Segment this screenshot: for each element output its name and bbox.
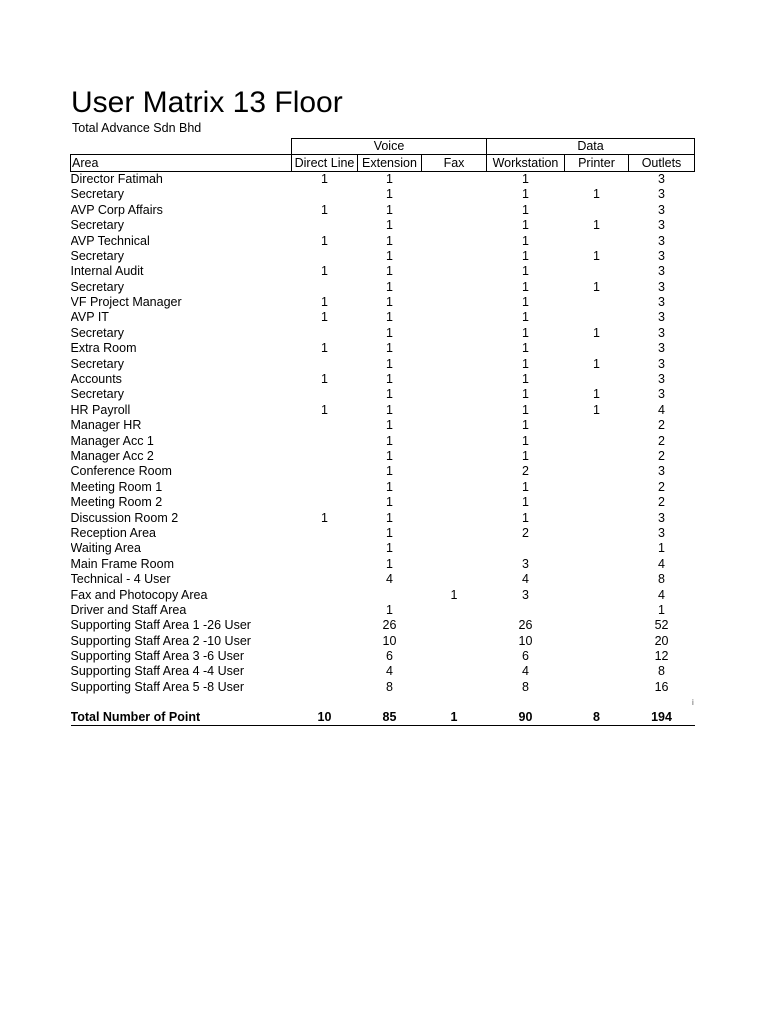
cell-area: Secretary xyxy=(70,325,124,340)
cell-outlets: 52 xyxy=(654,618,669,633)
cell-workstation: 10 xyxy=(518,633,533,648)
cell-area: Secretary xyxy=(70,187,124,202)
cell-area: Supporting Staff Area 5 -8 User xyxy=(70,679,244,694)
cell-direct-line: 1 xyxy=(321,310,328,325)
cell-extension: 1 xyxy=(386,372,393,387)
cell-direct-line: 1 xyxy=(321,171,328,186)
cell-direct-line xyxy=(292,387,358,402)
cell-extension: 1 xyxy=(386,279,393,294)
cell-fax xyxy=(422,649,487,664)
cell-workstation: 1 xyxy=(522,248,529,263)
edge-mark: i xyxy=(692,698,694,707)
cell-direct-line xyxy=(292,326,358,341)
table-row xyxy=(71,418,695,433)
cell-direct-line xyxy=(292,187,358,202)
cell-outlets: 2 xyxy=(658,495,665,510)
cell-printer xyxy=(565,680,629,695)
cell-extension: 1 xyxy=(386,187,393,202)
cell-outlets: 2 xyxy=(658,433,665,448)
cell-workstation: 1 xyxy=(522,356,529,371)
cell-printer xyxy=(565,295,629,310)
table-row xyxy=(71,433,695,448)
cell-outlets: 3 xyxy=(658,341,665,356)
cell-outlets: 3 xyxy=(658,233,665,248)
cell-area: Supporting Staff Area 1 -26 User xyxy=(70,618,251,633)
cell-outlets: 3 xyxy=(658,218,665,233)
table-row xyxy=(71,310,695,325)
cell-printer: 1 xyxy=(593,402,600,417)
cell-direct-line xyxy=(292,433,358,448)
cell-fax xyxy=(422,280,487,295)
cell-direct-line xyxy=(292,618,358,633)
cell-area: AVP IT xyxy=(70,310,109,325)
cell-workstation: 1 xyxy=(522,295,529,310)
cell-outlets: 3 xyxy=(658,464,665,479)
cell-direct-line xyxy=(292,603,358,618)
table-row xyxy=(71,264,695,279)
cell-area: Extra Room xyxy=(70,341,137,356)
cell-outlets: 8 xyxy=(658,664,665,679)
cell-outlets: 4 xyxy=(658,402,665,417)
cell-outlets: 3 xyxy=(658,525,665,540)
cell-printer: 1 xyxy=(593,279,600,294)
cell-outlets: 16 xyxy=(654,679,669,694)
table-row xyxy=(71,618,695,633)
cell-extension: 1 xyxy=(386,449,393,463)
cell-printer xyxy=(565,171,629,187)
total-outlets: 194 xyxy=(629,710,695,726)
total-printer: 8 xyxy=(565,710,629,726)
cell-workstation xyxy=(487,603,565,618)
cell-fax xyxy=(422,464,487,479)
cell-outlets: 20 xyxy=(654,633,669,648)
cell-workstation: 3 xyxy=(522,556,529,571)
cell-direct-line xyxy=(292,464,358,479)
table-row xyxy=(71,680,695,695)
table-row xyxy=(71,480,695,495)
cell-extension: 1 xyxy=(386,325,393,340)
cell-area: Waiting Area xyxy=(70,541,141,556)
cell-outlets: 3 xyxy=(658,372,665,387)
cell-printer xyxy=(565,634,629,649)
group-header-row xyxy=(71,139,695,155)
cell-outlets: 3 xyxy=(658,295,665,310)
table-row xyxy=(71,171,695,187)
table-row xyxy=(71,295,695,310)
table-row xyxy=(71,572,695,587)
company-name: Total Advance Sdn Bhd xyxy=(72,121,202,135)
cell-area: Internal Audit xyxy=(70,264,144,279)
total-extension: 85 xyxy=(358,710,422,726)
cell-area: Manager Acc 1 xyxy=(70,433,154,448)
page-title: User Matrix 13 Floor xyxy=(71,86,343,119)
cell-printer: 1 xyxy=(593,218,600,233)
cell-area: VF Project Manager xyxy=(70,295,182,310)
cell-printer: 1 xyxy=(593,356,600,371)
cell-fax xyxy=(422,572,487,587)
cell-direct-line xyxy=(292,649,358,664)
cell-outlets: 1 xyxy=(658,541,665,556)
cell-extension: 1 xyxy=(386,402,393,417)
cell-fax xyxy=(422,680,487,695)
cell-workstation: 1 xyxy=(522,495,529,510)
cell-area: Supporting Staff Area 2 -10 User xyxy=(70,633,251,648)
cell-printer xyxy=(565,618,629,633)
user-matrix-table xyxy=(70,138,695,726)
cell-workstation: 1 xyxy=(522,418,529,433)
cell-workstation: 4 xyxy=(522,664,529,679)
cell-outlets: 4 xyxy=(658,587,665,602)
cell-workstation: 8 xyxy=(522,679,529,694)
cell-direct-line: 1 xyxy=(321,202,328,217)
cell-outlets: 3 xyxy=(658,279,665,294)
cell-direct-line xyxy=(292,541,358,556)
total-fax: 1 xyxy=(422,710,487,726)
cell-workstation: 1 xyxy=(522,510,529,525)
table-row xyxy=(71,557,695,572)
cell-direct-line xyxy=(292,218,358,233)
cell-outlets: 3 xyxy=(658,171,665,186)
cell-area: Supporting Staff Area 4 -4 User xyxy=(70,664,244,679)
cell-area: AVP Corp Affairs xyxy=(70,202,163,217)
table-row xyxy=(71,187,695,202)
cell-outlets: 2 xyxy=(658,449,665,463)
cell-printer xyxy=(565,572,629,587)
cell-fax xyxy=(422,433,487,448)
cell-extension: 1 xyxy=(386,510,393,525)
cell-fax xyxy=(422,341,487,356)
cell-outlets: 2 xyxy=(658,418,665,433)
cell-direct-line: 1 xyxy=(321,510,328,525)
cell-area: Director Fatimah xyxy=(70,171,163,186)
cell-workstation: 1 xyxy=(522,187,529,202)
cell-area: Main Frame Room xyxy=(70,556,174,571)
cell-area: Manager HR xyxy=(70,418,142,433)
cell-fax: 1 xyxy=(450,587,458,602)
cell-extension xyxy=(358,587,422,602)
cell-direct-line xyxy=(292,587,358,602)
table-row xyxy=(71,403,695,418)
cell-workstation: 1 xyxy=(522,449,529,463)
cell-extension: 1 xyxy=(386,525,393,540)
cell-workstation: 26 xyxy=(518,618,533,633)
table-row xyxy=(71,280,695,295)
cell-workstation: 1 xyxy=(522,402,529,417)
cell-area: Fax and Photocopy Area xyxy=(70,587,208,602)
cell-area: Manager Acc 2 xyxy=(70,449,154,463)
cell-printer xyxy=(565,203,629,218)
cell-printer xyxy=(565,587,629,602)
cell-fax xyxy=(422,233,487,248)
cell-area: HR Payroll xyxy=(70,402,131,417)
cell-direct-line xyxy=(292,557,358,572)
cell-workstation: 1 xyxy=(522,279,529,294)
total-workstation: 90 xyxy=(487,710,565,726)
cell-area: Technical - 4 User xyxy=(70,572,171,587)
column-header-row xyxy=(71,155,695,171)
cell-area: Conference Room xyxy=(70,464,172,479)
cell-fax xyxy=(422,187,487,202)
cell-printer: 1 xyxy=(593,187,600,202)
cell-extension: 8 xyxy=(386,679,393,694)
cell-extension: 1 xyxy=(386,310,393,325)
cell-extension: 10 xyxy=(382,633,397,648)
cell-direct-line: 1 xyxy=(321,402,328,417)
cell-area: Meeting Room 1 xyxy=(70,479,163,494)
cell-area: Secretary xyxy=(70,279,124,294)
cell-area: Secretary xyxy=(70,356,124,371)
cell-direct-line: 1 xyxy=(321,372,328,387)
cell-printer xyxy=(565,541,629,556)
cell-extension: 1 xyxy=(386,264,393,279)
cell-extension: 1 xyxy=(386,356,393,371)
cell-extension: 1 xyxy=(386,295,393,310)
cell-direct-line: 1 xyxy=(321,295,328,310)
cell-workstation: 2 xyxy=(522,525,529,540)
cell-printer xyxy=(565,526,629,541)
cell-printer xyxy=(565,310,629,325)
cell-fax xyxy=(422,171,487,187)
cell-outlets: 3 xyxy=(658,202,665,217)
table-row xyxy=(71,233,695,248)
table-row xyxy=(71,634,695,649)
cell-direct-line xyxy=(292,280,358,295)
header-fax: Fax xyxy=(422,155,487,171)
total-direct-line: 10 xyxy=(292,710,358,726)
cell-extension: 1 xyxy=(386,341,393,356)
cell-outlets: 3 xyxy=(658,387,665,402)
cell-direct-line: 1 xyxy=(321,264,328,279)
cell-printer xyxy=(565,557,629,572)
cell-extension: 1 xyxy=(386,171,393,186)
cell-workstation: 1 xyxy=(522,171,529,186)
table-row xyxy=(71,495,695,510)
cell-extension: 1 xyxy=(386,202,393,217)
cell-workstation: 6 xyxy=(522,649,529,664)
header-workstation: Workstation xyxy=(487,155,565,171)
header-extension: Extension xyxy=(358,155,422,171)
cell-printer xyxy=(565,664,629,679)
cell-fax xyxy=(422,387,487,402)
cell-printer xyxy=(565,433,629,448)
cell-extension: 1 xyxy=(386,433,393,448)
table-row xyxy=(71,203,695,218)
cell-direct-line xyxy=(292,449,358,464)
cell-direct-line xyxy=(292,680,358,695)
cell-extension: 1 xyxy=(386,479,393,494)
cell-outlets: 1 xyxy=(658,602,665,617)
cell-workstation: 1 xyxy=(522,264,529,279)
cell-extension: 1 xyxy=(386,541,393,556)
cell-direct-line xyxy=(292,356,358,371)
cell-printer xyxy=(565,510,629,525)
cell-fax xyxy=(422,326,487,341)
cell-fax xyxy=(422,218,487,233)
cell-fax xyxy=(422,372,487,387)
cell-fax xyxy=(422,310,487,325)
table-row xyxy=(71,649,695,664)
cell-outlets: 4 xyxy=(658,556,665,571)
cell-fax xyxy=(422,618,487,633)
cell-fax xyxy=(422,495,487,510)
cell-outlets: 3 xyxy=(658,325,665,340)
group-data: Data xyxy=(487,139,695,155)
cell-workstation: 1 xyxy=(522,218,529,233)
header-direct-line: Direct Line xyxy=(292,155,358,171)
cell-extension: 1 xyxy=(386,218,393,233)
cell-fax xyxy=(422,480,487,495)
cell-outlets: 3 xyxy=(658,310,665,325)
cell-extension: 1 xyxy=(386,464,393,479)
cell-fax xyxy=(422,264,487,279)
table-row xyxy=(71,326,695,341)
cell-printer: 1 xyxy=(593,387,600,402)
cell-fax xyxy=(422,295,487,310)
table-row xyxy=(71,526,695,541)
table-row xyxy=(71,356,695,371)
cell-workstation: 1 xyxy=(522,325,529,340)
cell-fax xyxy=(422,203,487,218)
cell-workstation: 1 xyxy=(522,233,529,248)
table-row xyxy=(71,541,695,556)
cell-printer: 1 xyxy=(593,325,600,340)
header-printer: Printer xyxy=(565,155,629,171)
cell-direct-line xyxy=(292,572,358,587)
cell-workstation xyxy=(487,541,565,556)
cell-outlets: 3 xyxy=(658,248,665,263)
cell-fax xyxy=(422,526,487,541)
cell-extension: 4 xyxy=(386,572,393,587)
cell-printer xyxy=(565,264,629,279)
cell-direct-line xyxy=(292,634,358,649)
total-label: Total Number of Point xyxy=(71,710,292,726)
table-row xyxy=(71,387,695,402)
cell-outlets: 3 xyxy=(658,356,665,371)
cell-area: Supporting Staff Area 3 -6 User xyxy=(70,649,244,664)
cell-extension: 1 xyxy=(386,418,393,433)
cell-area: Discussion Room 2 xyxy=(70,510,179,525)
cell-fax xyxy=(422,541,487,556)
cell-extension: 1 xyxy=(386,495,393,510)
group-voice: Voice xyxy=(292,139,487,155)
cell-fax xyxy=(422,634,487,649)
cell-workstation: 1 xyxy=(522,372,529,387)
cell-workstation: 4 xyxy=(522,572,529,587)
table-row xyxy=(71,249,695,264)
table-row xyxy=(71,341,695,356)
cell-printer xyxy=(565,449,629,464)
cell-area: Secretary xyxy=(70,248,124,263)
cell-workstation: 1 xyxy=(522,479,529,494)
cell-area: Reception Area xyxy=(70,525,156,540)
group-spacer xyxy=(71,139,292,155)
spacer-row xyxy=(71,695,695,710)
cell-printer xyxy=(565,495,629,510)
cell-printer xyxy=(565,464,629,479)
cell-printer xyxy=(565,480,629,495)
cell-workstation: 1 xyxy=(522,433,529,448)
cell-area: AVP Technical xyxy=(70,233,150,248)
cell-printer xyxy=(565,418,629,433)
cell-area: Driver and Staff Area xyxy=(70,602,187,617)
cell-outlets: 8 xyxy=(658,572,665,587)
cell-workstation: 1 xyxy=(522,310,529,325)
cell-extension: 1 xyxy=(386,556,393,571)
table-row xyxy=(71,449,695,464)
cell-direct-line xyxy=(292,418,358,433)
cell-outlets: 3 xyxy=(658,510,665,525)
cell-area: Accounts xyxy=(70,372,122,387)
cell-direct-line xyxy=(292,495,358,510)
cell-area: Secretary xyxy=(70,387,124,402)
cell-direct-line xyxy=(292,249,358,264)
cell-fax xyxy=(422,449,487,464)
cell-area: Meeting Room 2 xyxy=(70,495,163,510)
cell-area: Secretary xyxy=(70,218,124,233)
cell-outlets: 12 xyxy=(654,649,669,664)
cell-extension: 1 xyxy=(386,602,393,617)
cell-fax xyxy=(422,510,487,525)
cell-direct-line: 1 xyxy=(321,233,328,248)
table-row xyxy=(71,372,695,387)
table-row xyxy=(71,218,695,233)
cell-printer xyxy=(565,603,629,618)
cell-extension: 1 xyxy=(386,233,393,248)
cell-printer: 1 xyxy=(593,248,600,263)
table-row xyxy=(71,587,695,602)
table-row xyxy=(71,510,695,525)
cell-workstation: 1 xyxy=(522,202,529,217)
header-area: Area xyxy=(71,155,292,171)
cell-direct-line xyxy=(292,526,358,541)
cell-printer xyxy=(565,372,629,387)
cell-workstation: 1 xyxy=(522,387,529,402)
cell-extension: 1 xyxy=(386,248,393,263)
table-row xyxy=(71,664,695,679)
cell-outlets: 3 xyxy=(658,187,665,202)
cell-workstation: 2 xyxy=(522,464,529,479)
cell-printer xyxy=(565,341,629,356)
cell-fax xyxy=(422,664,487,679)
matrix-body xyxy=(71,171,695,695)
cell-fax xyxy=(422,603,487,618)
cell-outlets: 3 xyxy=(658,264,665,279)
table-row xyxy=(71,464,695,479)
cell-extension: 1 xyxy=(386,387,393,402)
cell-workstation: 1 xyxy=(522,341,529,356)
cell-fax xyxy=(422,249,487,264)
cell-extension: 26 xyxy=(382,618,397,633)
cell-workstation: 3 xyxy=(522,587,529,602)
cell-direct-line: 1 xyxy=(321,341,328,356)
cell-fax xyxy=(422,418,487,433)
cell-outlets: 2 xyxy=(658,479,665,494)
cell-fax xyxy=(422,356,487,371)
table-row xyxy=(71,603,695,618)
cell-printer xyxy=(565,649,629,664)
cell-direct-line xyxy=(292,664,358,679)
cell-printer xyxy=(565,233,629,248)
header-outlets: Outlets xyxy=(629,155,695,171)
cell-fax xyxy=(422,557,487,572)
cell-extension: 4 xyxy=(386,664,393,679)
cell-direct-line xyxy=(292,480,358,495)
total-row xyxy=(71,710,695,726)
cell-extension: 6 xyxy=(386,649,393,664)
cell-fax xyxy=(422,403,487,418)
